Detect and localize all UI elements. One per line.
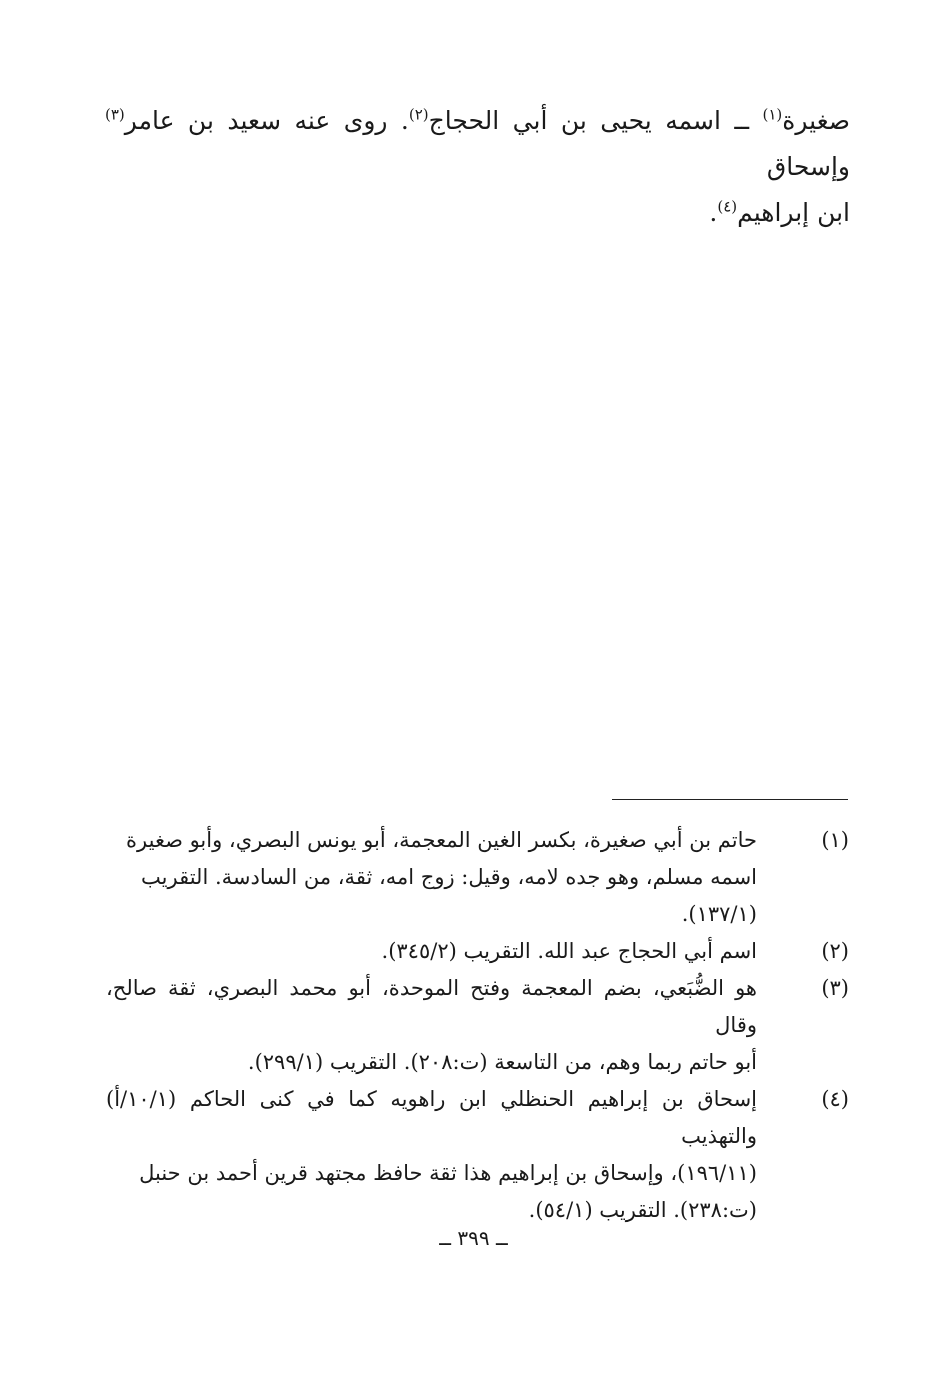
footnote-line: (١٣٧/١). bbox=[681, 902, 757, 926]
main-text-segment: . bbox=[709, 198, 718, 227]
footnote-3 bbox=[106, 970, 851, 1081]
footnote-2 bbox=[106, 933, 851, 970]
footnotes bbox=[106, 822, 851, 1229]
footnote-text bbox=[106, 1081, 757, 1229]
main-text-segment: صغيرة bbox=[782, 106, 850, 135]
footnote-number: (١) bbox=[821, 828, 849, 852]
main-paragraph bbox=[105, 98, 850, 236]
footnote-separator bbox=[612, 799, 848, 800]
main-text-segment: وإسحاق bbox=[766, 152, 850, 181]
footnote-ref-1[interactable]: (١) bbox=[762, 105, 783, 124]
main-text-segment: ابن إبراهيم bbox=[737, 198, 850, 227]
page-number: ــ ٣٩٩ ــ bbox=[439, 1226, 508, 1250]
footnote-number: (٣) bbox=[821, 976, 849, 1000]
footnote-line: هو الضُّبَعي، بضم المعجمة وفتح الموحدة، أبو محمد البصري، ثقة صالح، وقال bbox=[106, 976, 757, 1037]
footnote-line: (ت:٢٣٨). التقريب (٥٤/١). bbox=[528, 1198, 757, 1222]
footnote-line: حاتم بن أبي صغيرة، بكسر الغين المعجمة، أبو يونس البصري، وأبو صغيرة bbox=[126, 828, 757, 852]
main-text-segment: . روى عنه سعيد بن عامر bbox=[124, 106, 409, 135]
footnote-line: اسم أبي الحجاج عبد الله. التقريب (٣٤٥/٢). bbox=[381, 939, 757, 963]
footnote-4 bbox=[106, 1081, 851, 1229]
footnote-ref-2[interactable]: (٢) bbox=[408, 105, 429, 124]
footnote-text bbox=[106, 970, 757, 1081]
footnote-line: أبو حاتم ربما وهم، من التاسعة (ت:٢٠٨). التقريب (٢٩٩/١). bbox=[247, 1050, 757, 1074]
main-text-segment: ــ اسمه يحيى بن أبي الحجاج bbox=[428, 106, 763, 135]
footnote-line: (١٩٦/١١)، وإسحاق بن إبراهيم هذا ثقة حافظ مجتهد قرين أحمد بن حنبل bbox=[139, 1161, 757, 1185]
footnote-number: (٤) bbox=[821, 1087, 849, 1111]
footnote-ref-3[interactable]: (٣) bbox=[105, 105, 125, 124]
footnote-text bbox=[106, 933, 757, 970]
footnote-1 bbox=[106, 822, 851, 933]
footnote-line: إسحاق بن إبراهيم الحنظلي ابن راهويه كما في كنى الحاكم (١٠/١/أ) والتهذيب bbox=[106, 1087, 757, 1148]
footnote-text bbox=[106, 822, 757, 933]
main-text bbox=[105, 98, 850, 236]
footnote-ref-4[interactable]: (٤) bbox=[717, 197, 738, 216]
footnote-line: اسمه مسلم، وهو جده لامه، وقيل: زوج امه، ثقة، من السادسة. التقريب bbox=[141, 865, 757, 889]
footnote-number: (٢) bbox=[821, 939, 849, 963]
